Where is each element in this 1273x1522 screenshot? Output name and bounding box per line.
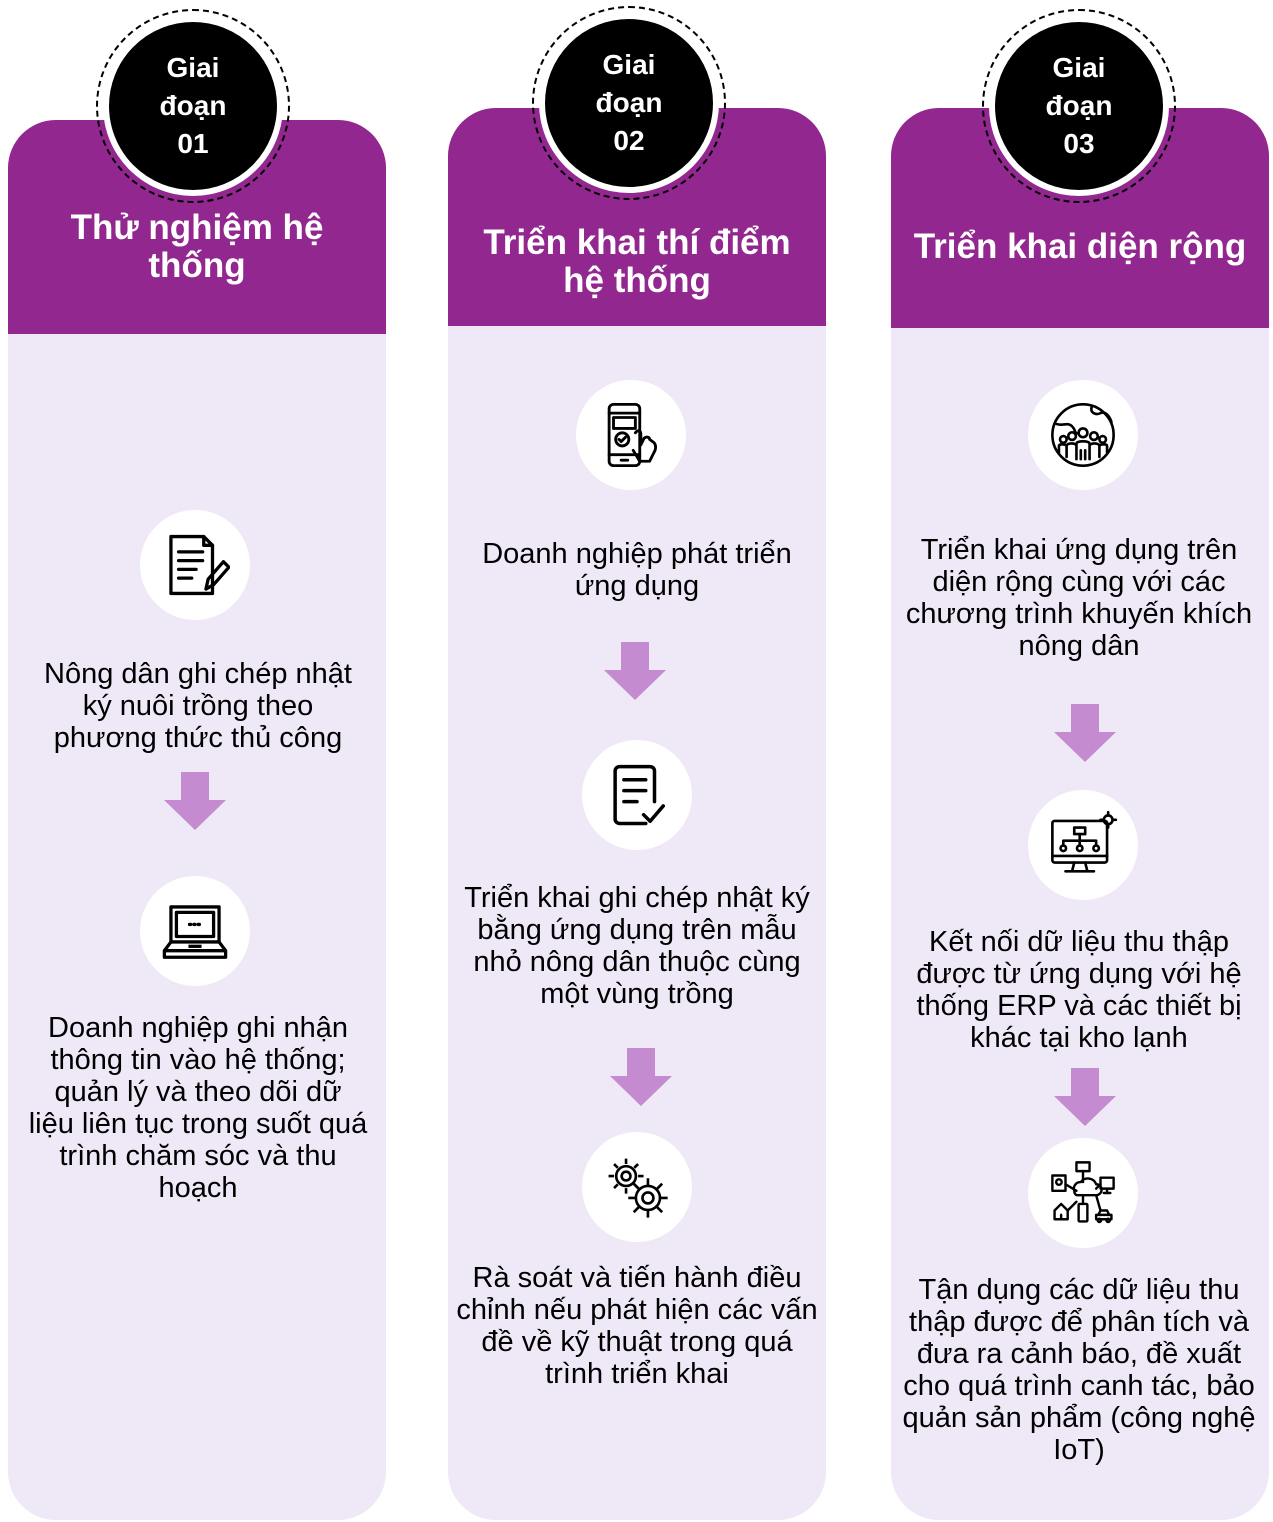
- down-arrow-icon: [164, 772, 226, 830]
- stage-03-step-2-text: Kết nối dữ liệu thu thập được từ ứng dụng với hệ thống ERP và các thiết bị khác tại kho lạnh: [916, 926, 1242, 1054]
- laptop-icon: [140, 876, 250, 986]
- stage-03-title: Triển khai diện rộng: [913, 227, 1247, 266]
- stage-03-badge: [992, 19, 1166, 193]
- stage-01-badge-line2: đoạn: [159, 90, 227, 121]
- stage-02-badge-line2: đoạn: [595, 87, 663, 118]
- stage-01-badge-line1: Giai: [166, 52, 220, 83]
- stage-03-step-1-text: Triển khai ứng dụng trên diện rộng cùng với các chương trình khuyến khích nông dân: [905, 534, 1253, 662]
- stage-03-badge-line2: đoạn: [1045, 90, 1113, 121]
- stage-01-badge-line3: 01: [177, 128, 209, 159]
- stage-03-badge-line3: 03: [1063, 128, 1095, 159]
- gears-icon: [582, 1132, 692, 1242]
- stage-02-title: Triển khai thí điểm hệ thống: [483, 223, 791, 300]
- stage-02-badge-line1: Giai: [602, 49, 656, 80]
- down-arrow-icon: [610, 1048, 672, 1106]
- stage-02-badge: [542, 16, 716, 190]
- document-pen-icon: [140, 510, 250, 620]
- stage-01-badge: [106, 19, 280, 193]
- stage-03-step-3-text: Tận dụng các dữ liệu thu thập được để phân tích và đưa ra cảnh báo, đề xuất cho quá trình canh tác, bảo quản sản phẩm (công nghệ IoT): [902, 1274, 1256, 1466]
- stage-03-badge-line1: Giai: [1052, 52, 1106, 83]
- stage-01-title: Thử nghiệm hệ thống: [70, 208, 324, 285]
- stage-01-step-1-text: Nông dân ghi chép nhật ký nuôi trồng theo phương thức thủ công: [44, 658, 352, 754]
- down-arrow-icon: [1054, 704, 1116, 762]
- stage-02-step-3-text: Rà soát và tiến hành điều chỉnh nếu phát hiện các vấn đề về kỹ thuật trong quá trình triển khai: [456, 1262, 818, 1390]
- stage-02-step-1-text: Doanh nghiệp phát triển ứng dụng: [482, 538, 792, 602]
- globe-people-icon: [1028, 380, 1138, 490]
- down-arrow-icon: [1054, 1068, 1116, 1126]
- down-arrow-icon: [604, 642, 666, 700]
- iot-icon: [1028, 1138, 1138, 1248]
- phone-tap-icon: [576, 380, 686, 490]
- monitor-network-icon: [1028, 790, 1138, 900]
- stage-01-step-2-text: Doanh nghiệp ghi nhận thông tin vào hệ thống; quản lý và theo dõi dữ liệu liên tục trong suốt quá trình chăm sóc và thu hoạch: [28, 1012, 368, 1204]
- stage-02-badge-line3: 02: [613, 125, 645, 156]
- checklist-icon: [582, 740, 692, 850]
- stage-02-step-2-text: Triển khai ghi chép nhật ký bằng ứng dụng trên mẫu nhỏ nông dân thuộc cùng một vùng trồng: [464, 882, 810, 1010]
